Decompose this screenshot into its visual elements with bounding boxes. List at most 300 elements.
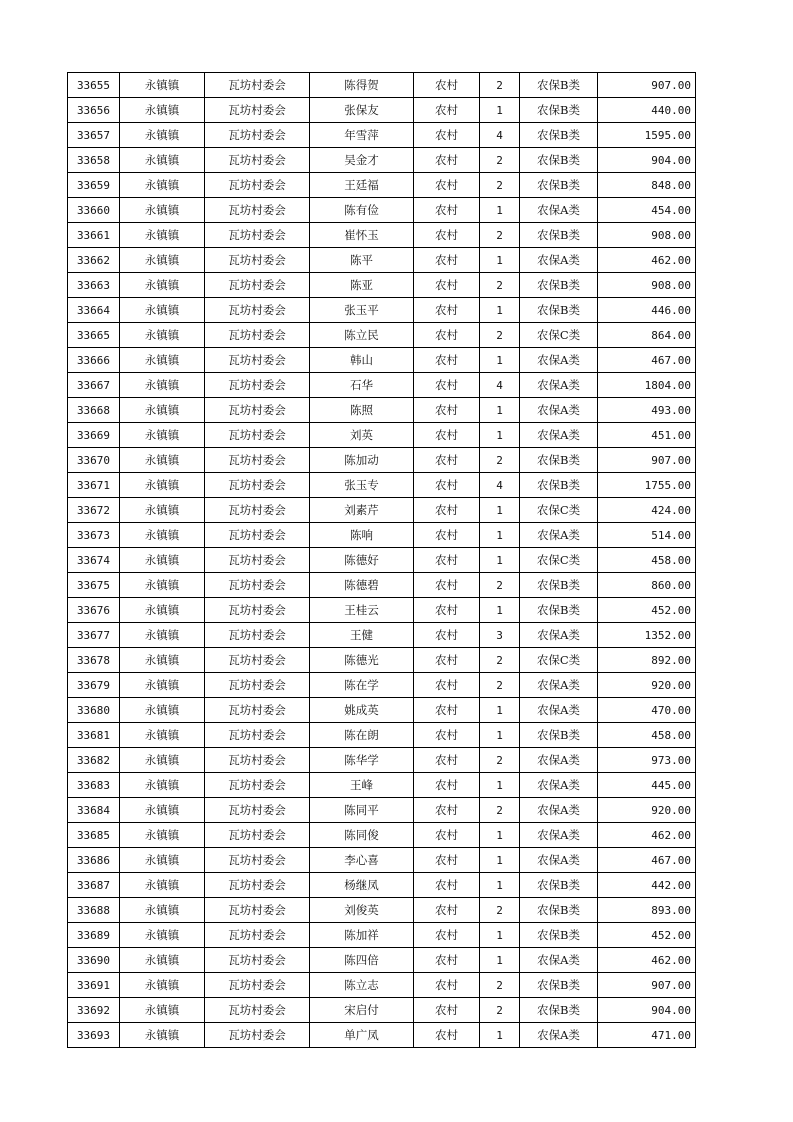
table-row [68, 748, 696, 773]
village-committee-cell: 瓦坊村委会 [205, 398, 310, 423]
name-cell: 王廷福 [310, 173, 414, 198]
table-row [68, 1023, 696, 1048]
household-type-cell: 农村 [414, 148, 480, 173]
insurance-class-cell: 农保A类 [520, 948, 598, 973]
village-committee-cell: 瓦坊村委会 [205, 523, 310, 548]
insurance-class-cell: 农保B类 [520, 298, 598, 323]
town-cell: 永镇镇 [120, 398, 205, 423]
household-size-cell: 1 [480, 423, 520, 448]
household-type-cell: 农村 [414, 373, 480, 398]
data-table [67, 72, 696, 1048]
town-cell: 永镇镇 [120, 98, 205, 123]
amount-cell: 467.00 [598, 348, 696, 373]
name-cell: 年雪萍 [310, 123, 414, 148]
village-committee-cell: 瓦坊村委会 [205, 373, 310, 398]
record-id-cell: 33688 [68, 898, 120, 923]
town-cell: 永镇镇 [120, 198, 205, 223]
household-type-cell: 农村 [414, 248, 480, 273]
household-type-cell: 农村 [414, 298, 480, 323]
record-id-cell: 33672 [68, 498, 120, 523]
household-size-cell: 2 [480, 973, 520, 998]
town-cell: 永镇镇 [120, 448, 205, 473]
record-id-cell: 33663 [68, 273, 120, 298]
town-cell: 永镇镇 [120, 648, 205, 673]
name-cell: 陈德碧 [310, 573, 414, 598]
village-committee-cell: 瓦坊村委会 [205, 548, 310, 573]
village-committee-cell: 瓦坊村委会 [205, 473, 310, 498]
household-type-cell: 农村 [414, 723, 480, 748]
record-id-cell: 33660 [68, 198, 120, 223]
household-type-cell: 农村 [414, 498, 480, 523]
village-committee-cell: 瓦坊村委会 [205, 198, 310, 223]
town-cell: 永镇镇 [120, 873, 205, 898]
amount-cell: 920.00 [598, 798, 696, 823]
name-cell: 陈加动 [310, 448, 414, 473]
village-committee-cell: 瓦坊村委会 [205, 848, 310, 873]
town-cell: 永镇镇 [120, 323, 205, 348]
amount-cell: 1595.00 [598, 123, 696, 148]
village-committee-cell: 瓦坊村委会 [205, 623, 310, 648]
record-id-cell: 33687 [68, 873, 120, 898]
amount-cell: 1755.00 [598, 473, 696, 498]
village-committee-cell: 瓦坊村委会 [205, 123, 310, 148]
town-cell: 永镇镇 [120, 798, 205, 823]
village-committee-cell: 瓦坊村委会 [205, 573, 310, 598]
record-id-cell: 33679 [68, 673, 120, 698]
household-size-cell: 2 [480, 323, 520, 348]
village-committee-cell: 瓦坊村委会 [205, 773, 310, 798]
insurance-class-cell: 农保B类 [520, 173, 598, 198]
amount-cell: 454.00 [598, 198, 696, 223]
household-size-cell: 1 [480, 298, 520, 323]
household-type-cell: 农村 [414, 648, 480, 673]
insurance-class-cell: 农保A类 [520, 373, 598, 398]
household-size-cell: 1 [480, 948, 520, 973]
town-cell: 永镇镇 [120, 123, 205, 148]
household-type-cell: 农村 [414, 273, 480, 298]
table-row [68, 773, 696, 798]
table-row [68, 473, 696, 498]
table-row [68, 973, 696, 998]
household-type-cell: 农村 [414, 698, 480, 723]
record-id-cell: 33686 [68, 848, 120, 873]
village-committee-cell: 瓦坊村委会 [205, 73, 310, 98]
table-body [68, 73, 696, 1048]
insurance-class-cell: 农保A类 [520, 798, 598, 823]
insurance-class-cell: 农保A类 [520, 1023, 598, 1048]
household-type-cell: 农村 [414, 623, 480, 648]
town-cell: 永镇镇 [120, 348, 205, 373]
table-row [68, 123, 696, 148]
amount-cell: 442.00 [598, 873, 696, 898]
insurance-class-cell: 农保A类 [520, 398, 598, 423]
amount-cell: 446.00 [598, 298, 696, 323]
town-cell: 永镇镇 [120, 698, 205, 723]
household-type-cell: 农村 [414, 98, 480, 123]
village-committee-cell: 瓦坊村委会 [205, 448, 310, 473]
town-cell: 永镇镇 [120, 148, 205, 173]
table-row [68, 273, 696, 298]
insurance-class-cell: 农保C类 [520, 548, 598, 573]
name-cell: 王峰 [310, 773, 414, 798]
village-committee-cell: 瓦坊村委会 [205, 748, 310, 773]
name-cell: 陈同平 [310, 798, 414, 823]
name-cell: 吴金才 [310, 148, 414, 173]
name-cell: 刘俊英 [310, 898, 414, 923]
household-type-cell: 农村 [414, 1023, 480, 1048]
table-row [68, 673, 696, 698]
amount-cell: 1804.00 [598, 373, 696, 398]
village-committee-cell: 瓦坊村委会 [205, 173, 310, 198]
insurance-class-cell: 农保B类 [520, 73, 598, 98]
table-row [68, 598, 696, 623]
insurance-class-cell: 农保A类 [520, 423, 598, 448]
insurance-class-cell: 农保C类 [520, 323, 598, 348]
household-size-cell: 1 [480, 348, 520, 373]
table-row [68, 223, 696, 248]
name-cell: 张玉专 [310, 473, 414, 498]
village-committee-cell: 瓦坊村委会 [205, 723, 310, 748]
table-row [68, 398, 696, 423]
insurance-class-cell: 农保B类 [520, 973, 598, 998]
table-row [68, 998, 696, 1023]
household-size-cell: 2 [480, 573, 520, 598]
town-cell: 永镇镇 [120, 273, 205, 298]
table-row [68, 823, 696, 848]
household-size-cell: 1 [480, 773, 520, 798]
name-cell: 张玉平 [310, 298, 414, 323]
record-id-cell: 33673 [68, 523, 120, 548]
name-cell: 陈平 [310, 248, 414, 273]
insurance-class-cell: 农保B类 [520, 723, 598, 748]
household-size-cell: 1 [480, 598, 520, 623]
amount-cell: 514.00 [598, 523, 696, 548]
table-row [68, 723, 696, 748]
table-row [68, 623, 696, 648]
household-type-cell: 农村 [414, 898, 480, 923]
name-cell: 陈立民 [310, 323, 414, 348]
table-row [68, 423, 696, 448]
village-committee-cell: 瓦坊村委会 [205, 298, 310, 323]
table-row [68, 373, 696, 398]
table-row [68, 523, 696, 548]
record-id-cell: 33657 [68, 123, 120, 148]
name-cell: 陈得贺 [310, 73, 414, 98]
insurance-class-cell: 农保B类 [520, 873, 598, 898]
town-cell: 永镇镇 [120, 523, 205, 548]
table-row [68, 873, 696, 898]
household-type-cell: 农村 [414, 448, 480, 473]
name-cell: 陈德好 [310, 548, 414, 573]
village-committee-cell: 瓦坊村委会 [205, 248, 310, 273]
name-cell: 刘英 [310, 423, 414, 448]
household-type-cell: 农村 [414, 923, 480, 948]
village-committee-cell: 瓦坊村委会 [205, 98, 310, 123]
town-cell: 永镇镇 [120, 823, 205, 848]
amount-cell: 973.00 [598, 748, 696, 773]
table-row [68, 198, 696, 223]
household-size-cell: 1 [480, 923, 520, 948]
household-size-cell: 2 [480, 223, 520, 248]
amount-cell: 907.00 [598, 973, 696, 998]
town-cell: 永镇镇 [120, 248, 205, 273]
household-type-cell: 农村 [414, 998, 480, 1023]
record-id-cell: 33669 [68, 423, 120, 448]
insurance-class-cell: 农保B类 [520, 898, 598, 923]
town-cell: 永镇镇 [120, 223, 205, 248]
household-size-cell: 2 [480, 273, 520, 298]
name-cell: 陈亚 [310, 273, 414, 298]
amount-cell: 908.00 [598, 273, 696, 298]
record-id-cell: 33682 [68, 748, 120, 773]
town-cell: 永镇镇 [120, 673, 205, 698]
village-committee-cell: 瓦坊村委会 [205, 598, 310, 623]
town-cell: 永镇镇 [120, 898, 205, 923]
amount-cell: 908.00 [598, 223, 696, 248]
record-id-cell: 33690 [68, 948, 120, 973]
household-type-cell: 农村 [414, 573, 480, 598]
name-cell: 石华 [310, 373, 414, 398]
table-row [68, 173, 696, 198]
table-row [68, 448, 696, 473]
name-cell: 张保友 [310, 98, 414, 123]
household-type-cell: 农村 [414, 223, 480, 248]
name-cell: 陈响 [310, 523, 414, 548]
name-cell: 王桂云 [310, 598, 414, 623]
record-id-cell: 33671 [68, 473, 120, 498]
household-size-cell: 1 [480, 723, 520, 748]
household-size-cell: 1 [480, 498, 520, 523]
insurance-class-cell: 农保C类 [520, 498, 598, 523]
record-id-cell: 33680 [68, 698, 120, 723]
village-committee-cell: 瓦坊村委会 [205, 923, 310, 948]
village-committee-cell: 瓦坊村委会 [205, 648, 310, 673]
household-size-cell: 1 [480, 548, 520, 573]
village-committee-cell: 瓦坊村委会 [205, 948, 310, 973]
village-committee-cell: 瓦坊村委会 [205, 348, 310, 373]
insurance-class-cell: 农保A类 [520, 248, 598, 273]
name-cell: 陈照 [310, 398, 414, 423]
household-size-cell: 4 [480, 473, 520, 498]
amount-cell: 904.00 [598, 998, 696, 1023]
household-size-cell: 2 [480, 148, 520, 173]
table-row [68, 648, 696, 673]
village-committee-cell: 瓦坊村委会 [205, 973, 310, 998]
table-row [68, 898, 696, 923]
household-size-cell: 4 [480, 123, 520, 148]
record-id-cell: 33667 [68, 373, 120, 398]
table-row [68, 98, 696, 123]
amount-cell: 451.00 [598, 423, 696, 448]
record-id-cell: 33658 [68, 148, 120, 173]
record-id-cell: 33665 [68, 323, 120, 348]
household-type-cell: 农村 [414, 548, 480, 573]
table-row [68, 798, 696, 823]
town-cell: 永镇镇 [120, 373, 205, 398]
household-type-cell: 农村 [414, 673, 480, 698]
insurance-class-cell: 农保B类 [520, 923, 598, 948]
record-id-cell: 33676 [68, 598, 120, 623]
amount-cell: 864.00 [598, 323, 696, 348]
household-size-cell: 1 [480, 98, 520, 123]
amount-cell: 470.00 [598, 698, 696, 723]
amount-cell: 440.00 [598, 98, 696, 123]
amount-cell: 907.00 [598, 448, 696, 473]
record-id-cell: 33681 [68, 723, 120, 748]
household-type-cell: 农村 [414, 398, 480, 423]
record-id-cell: 33678 [68, 648, 120, 673]
table-row [68, 498, 696, 523]
village-committee-cell: 瓦坊村委会 [205, 1023, 310, 1048]
table-row [68, 548, 696, 573]
amount-cell: 892.00 [598, 648, 696, 673]
village-committee-cell: 瓦坊村委会 [205, 873, 310, 898]
household-type-cell: 农村 [414, 873, 480, 898]
insurance-class-cell: 农保B类 [520, 273, 598, 298]
household-type-cell: 农村 [414, 598, 480, 623]
table-row [68, 73, 696, 98]
table-row [68, 573, 696, 598]
household-type-cell: 农村 [414, 348, 480, 373]
household-type-cell: 农村 [414, 748, 480, 773]
table-row [68, 348, 696, 373]
town-cell: 永镇镇 [120, 73, 205, 98]
household-type-cell: 农村 [414, 123, 480, 148]
insurance-class-cell: 农保B类 [520, 98, 598, 123]
town-cell: 永镇镇 [120, 598, 205, 623]
village-committee-cell: 瓦坊村委会 [205, 798, 310, 823]
name-cell: 宋启付 [310, 998, 414, 1023]
town-cell: 永镇镇 [120, 473, 205, 498]
name-cell: 姚成英 [310, 698, 414, 723]
household-type-cell: 农村 [414, 848, 480, 873]
household-size-cell: 1 [480, 523, 520, 548]
household-size-cell: 1 [480, 398, 520, 423]
household-size-cell: 1 [480, 873, 520, 898]
insurance-class-cell: 农保A类 [520, 523, 598, 548]
village-committee-cell: 瓦坊村委会 [205, 323, 310, 348]
name-cell: 刘素芹 [310, 498, 414, 523]
town-cell: 永镇镇 [120, 298, 205, 323]
insurance-class-cell: 农保A类 [520, 348, 598, 373]
insurance-class-cell: 农保B类 [520, 148, 598, 173]
amount-cell: 467.00 [598, 848, 696, 873]
village-committee-cell: 瓦坊村委会 [205, 498, 310, 523]
record-id-cell: 33664 [68, 298, 120, 323]
amount-cell: 424.00 [598, 498, 696, 523]
village-committee-cell: 瓦坊村委会 [205, 423, 310, 448]
household-size-cell: 2 [480, 648, 520, 673]
record-id-cell: 33693 [68, 1023, 120, 1048]
insurance-class-cell: 农保B类 [520, 573, 598, 598]
amount-cell: 458.00 [598, 723, 696, 748]
household-type-cell: 农村 [414, 973, 480, 998]
town-cell: 永镇镇 [120, 573, 205, 598]
record-id-cell: 33674 [68, 548, 120, 573]
village-committee-cell: 瓦坊村委会 [205, 223, 310, 248]
name-cell: 陈立志 [310, 973, 414, 998]
household-type-cell: 农村 [414, 773, 480, 798]
name-cell: 陈华学 [310, 748, 414, 773]
household-size-cell: 1 [480, 848, 520, 873]
town-cell: 永镇镇 [120, 623, 205, 648]
record-id-cell: 33659 [68, 173, 120, 198]
name-cell: 陈有俭 [310, 198, 414, 223]
household-size-cell: 1 [480, 1023, 520, 1048]
record-id-cell: 33666 [68, 348, 120, 373]
amount-cell: 462.00 [598, 948, 696, 973]
record-id-cell: 33684 [68, 798, 120, 823]
insurance-class-cell: 农保A类 [520, 848, 598, 873]
table-row [68, 848, 696, 873]
insurance-class-cell: 农保A类 [520, 748, 598, 773]
amount-cell: 904.00 [598, 148, 696, 173]
name-cell: 李心喜 [310, 848, 414, 873]
amount-cell: 848.00 [598, 173, 696, 198]
town-cell: 永镇镇 [120, 998, 205, 1023]
household-type-cell: 农村 [414, 523, 480, 548]
household-size-cell: 1 [480, 198, 520, 223]
name-cell: 陈加祥 [310, 923, 414, 948]
amount-cell: 462.00 [598, 248, 696, 273]
record-id-cell: 33677 [68, 623, 120, 648]
table-row [68, 323, 696, 348]
insurance-class-cell: 农保B类 [520, 998, 598, 1023]
town-cell: 永镇镇 [120, 548, 205, 573]
household-type-cell: 农村 [414, 173, 480, 198]
name-cell: 陈在学 [310, 673, 414, 698]
record-id-cell: 33662 [68, 248, 120, 273]
name-cell: 陈德光 [310, 648, 414, 673]
household-type-cell: 农村 [414, 323, 480, 348]
name-cell: 单广凤 [310, 1023, 414, 1048]
name-cell: 陈同俊 [310, 823, 414, 848]
household-size-cell: 2 [480, 798, 520, 823]
record-id-cell: 33685 [68, 823, 120, 848]
household-size-cell: 1 [480, 698, 520, 723]
insurance-class-cell: 农保A类 [520, 198, 598, 223]
insurance-class-cell: 农保C类 [520, 648, 598, 673]
insurance-class-cell: 农保B类 [520, 223, 598, 248]
record-id-cell: 33691 [68, 973, 120, 998]
insurance-class-cell: 农保B类 [520, 473, 598, 498]
name-cell: 韩山 [310, 348, 414, 373]
household-size-cell: 2 [480, 898, 520, 923]
table-row [68, 248, 696, 273]
insurance-class-cell: 农保B类 [520, 123, 598, 148]
town-cell: 永镇镇 [120, 748, 205, 773]
record-id-cell: 33655 [68, 73, 120, 98]
record-id-cell: 33689 [68, 923, 120, 948]
town-cell: 永镇镇 [120, 773, 205, 798]
village-committee-cell: 瓦坊村委会 [205, 898, 310, 923]
amount-cell: 452.00 [598, 598, 696, 623]
amount-cell: 1352.00 [598, 623, 696, 648]
town-cell: 永镇镇 [120, 923, 205, 948]
household-size-cell: 4 [480, 373, 520, 398]
household-size-cell: 2 [480, 748, 520, 773]
insurance-class-cell: 农保A类 [520, 623, 598, 648]
record-id-cell: 33692 [68, 998, 120, 1023]
amount-cell: 860.00 [598, 573, 696, 598]
household-size-cell: 1 [480, 248, 520, 273]
household-size-cell: 3 [480, 623, 520, 648]
town-cell: 永镇镇 [120, 848, 205, 873]
town-cell: 永镇镇 [120, 173, 205, 198]
household-size-cell: 2 [480, 73, 520, 98]
household-type-cell: 农村 [414, 798, 480, 823]
household-type-cell: 农村 [414, 198, 480, 223]
